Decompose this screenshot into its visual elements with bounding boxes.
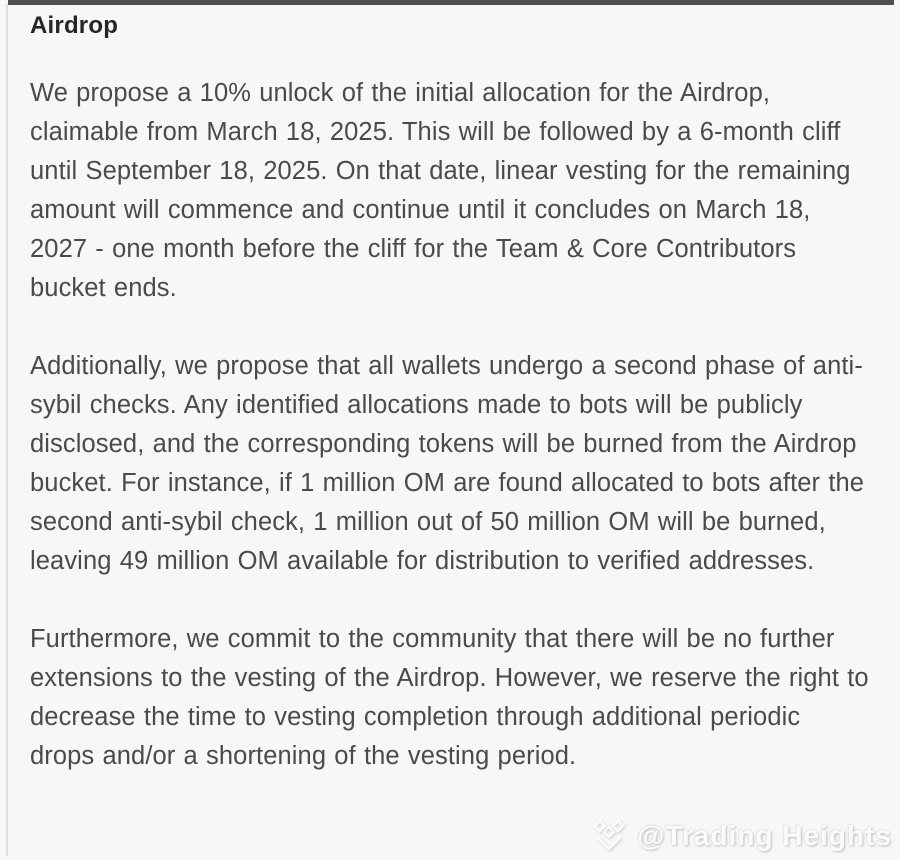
watermark-label: @Trading Heights [637,820,892,851]
left-border [6,4,8,856]
document-content [30,12,872,815]
trading-heights-logo-icon [589,818,629,854]
paragraph-unlock-schedule: We propose a 10% unlock of the initial allocation for the Airdrop, claimable from March 18, 2025. This will be followed by a 6-month cliff until September 18, 2025. On that date, linear vesting for the remaining amount will commence and continue until it concludes on March 18, 2027 - one month before the cliff for the Team & Core Contributors bucket ends. [30,79,851,302]
watermark [589,818,892,854]
section-heading: Airdrop [30,12,119,39]
top-border [8,0,894,5]
paragraph-vesting-commitment: Furthermore, we commit to the community that there will be no further extensions to the vesting of the Airdrop. However, we reserve the right to decrease the time to vesting completion through additional periodic drops and/or a shortening of the vesting period. [30,625,869,770]
paragraph-anti-sybil: Additionally, we propose that all wallets undergo a second phase of anti-sybil checks. Any identified allocations made to bots will be publicly disclosed, and the corresponding tokens will be burned from the Airdrop bucket. For instance, if 1 million OM are found allocated to bots after the second anti-sybil check, 1 million out of 50 million OM will be burned, leaving 49 million OM available for distribution to verified addresses. [30,352,865,575]
